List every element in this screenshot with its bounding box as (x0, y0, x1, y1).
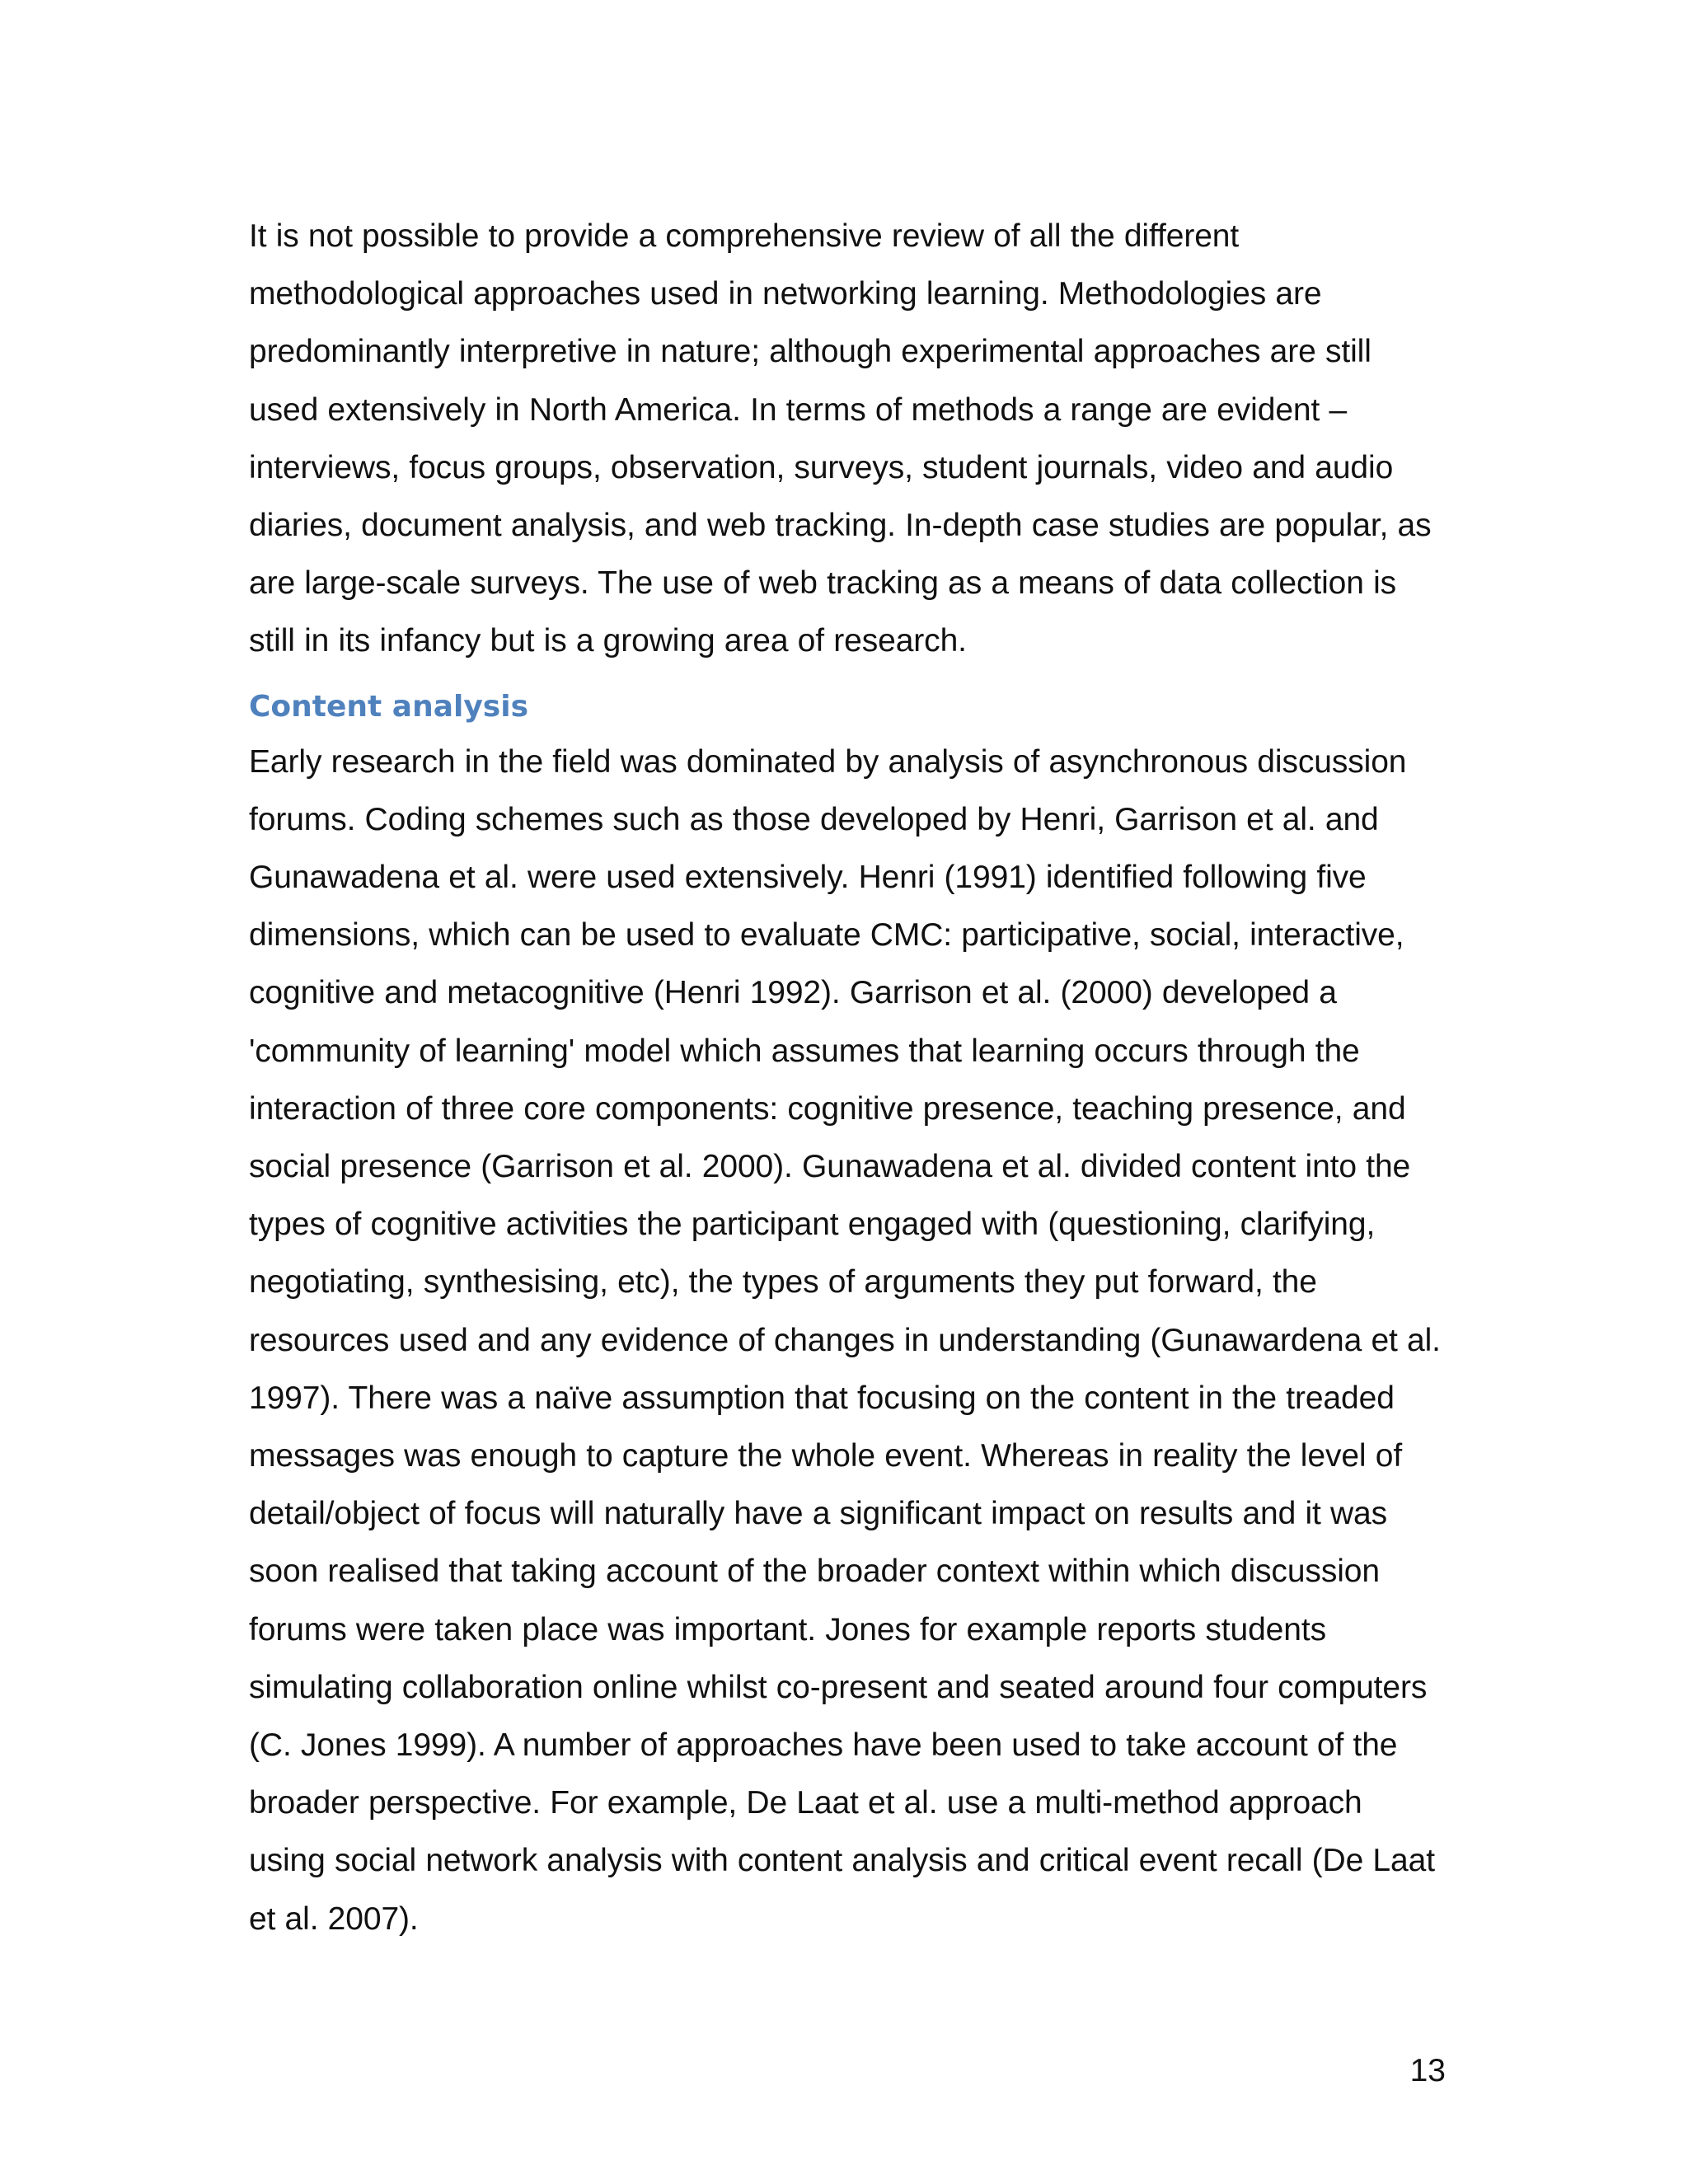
section-heading-content-analysis: Content analysis (249, 689, 528, 724)
page-number: 13 (1409, 2053, 1446, 2088)
page-content (249, 208, 1444, 1948)
body-paragraph-intro: It is not possible to provide a comprehensive review of all the different methodological approaches used in networking learning. Methodologies are predominantly interpretive in nature; although experimental approaches are still used extensively in North America. In terms of methods a range are evident – interviews, focus groups, observation, surveys, student journals, video and audio diaries, document analysis, and web tracking. In-depth case studies are popular, as are large-scale surveys. The use of web tracking as a means of data collection is still in its infancy but is a growing area of research. (249, 218, 1432, 659)
body-paragraph-content-analysis: Early research in the field was dominated by analysis of asynchronous discussion forums. Coding schemes such as those developed by Henri, Garrison et al. and Gunawadena et al. were used extensively. Henri (1991) identified following five dimensions, which can be used to evaluate CMC: participative, social, interactive, cognitive and metacognitive (Henri 1992). Garrison et al. (2000) developed a 'community of learning' model which assumes that learning occurs through the interaction of three core components: cognitive presence, teaching presence, and social presence (Garrison et al. 2000). Gunawadena et al. divided content into the types of cognitive activities the participant engaged with (questioning, clarifying, negotiating, synthesising, etc), the types of arguments they put forward, the resources used and any evidence of changes in understanding (Gunawardena et al. 1997). There was a naïve assumption that focusing on the content in the treaded messages was enough to capture the whole event. Whereas in reality the level of detail/object of focus will naturally have a significant impact on results and it was soon realised that taking account of the broader context within which discussion forums were taken place was important. Jones for example reports students simulating collaboration online whilst co-present and seated around four computers (C. Jones 1999). A number of approaches have been used to take account of the broader perspective. For example, De Laat et al. use a multi-method approach using social network analysis with content analysis and critical event recall (De Laat et al. 2007). (249, 743, 1441, 1937)
